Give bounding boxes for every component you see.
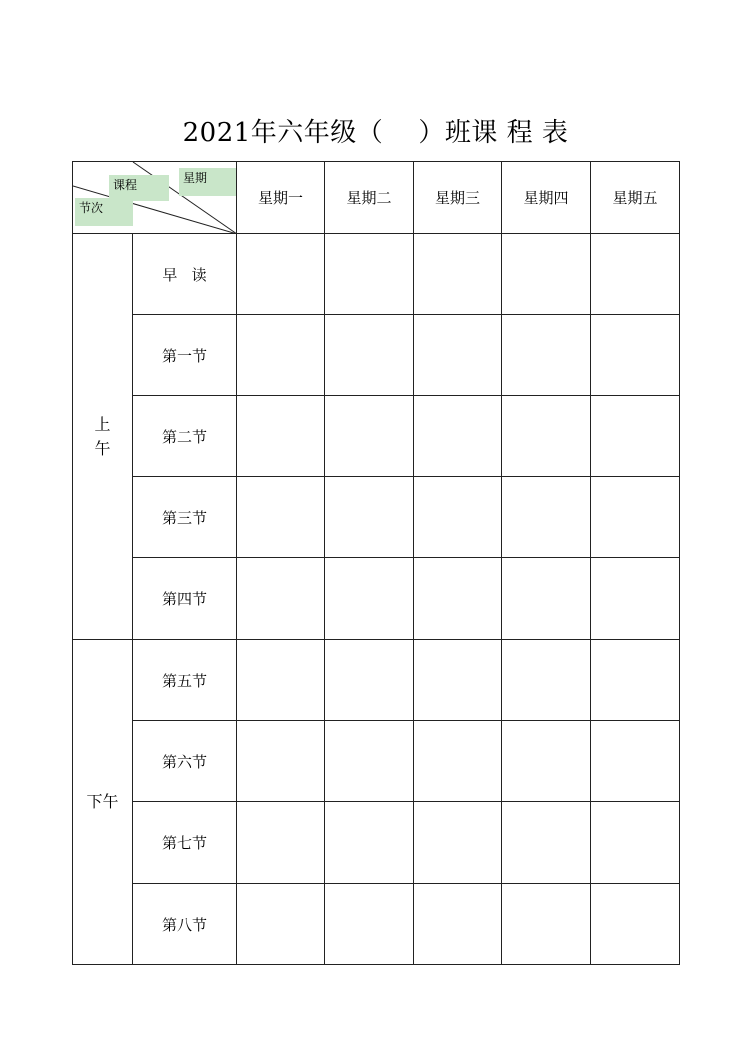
schedule-cell[interactable]	[591, 558, 680, 640]
schedule-cell[interactable]	[414, 884, 502, 965]
table-row	[73, 640, 680, 721]
corner-section-label: 节次	[75, 198, 133, 226]
schedule-cell[interactable]	[502, 884, 591, 965]
schedule-cell[interactable]	[237, 640, 325, 721]
schedule-cell[interactable]	[591, 802, 680, 884]
schedule-cell[interactable]	[237, 396, 325, 477]
schedule-cell[interactable]	[591, 315, 680, 396]
day-header: 星期一	[237, 162, 325, 234]
schedule-cell[interactable]	[502, 640, 591, 721]
table-row	[73, 802, 680, 884]
schedule-cell[interactable]	[414, 721, 502, 802]
morning-period-cell	[73, 234, 133, 640]
table-row	[73, 558, 680, 640]
table-row	[73, 315, 680, 396]
page-title: 2021年六年级（ ）班课 程 表	[182, 118, 569, 148]
corner-course-label: 课程	[109, 175, 169, 201]
schedule-cell[interactable]	[591, 884, 680, 965]
table-row	[73, 234, 680, 315]
schedule-cell[interactable]	[502, 477, 591, 558]
slot-label: 第一节	[133, 315, 237, 396]
schedule-cell[interactable]	[325, 640, 414, 721]
schedule-cell[interactable]	[414, 396, 502, 477]
day-header: 星期三	[414, 162, 502, 234]
slot-label: 第六节	[133, 721, 237, 802]
schedule-cell[interactable]	[325, 477, 414, 558]
slot-label: 早 读	[133, 234, 237, 315]
schedule-cell[interactable]	[502, 315, 591, 396]
morning-label: 上午	[94, 414, 111, 458]
schedule-cell[interactable]	[325, 234, 414, 315]
schedule-cell[interactable]	[502, 234, 591, 315]
schedule-cell[interactable]	[237, 477, 325, 558]
schedule-cell[interactable]	[414, 234, 502, 315]
schedule-cell[interactable]	[325, 396, 414, 477]
slot-label: 第八节	[133, 884, 237, 965]
slot-label: 第三节	[133, 477, 237, 558]
schedule-cell[interactable]	[325, 884, 414, 965]
schedule-cell[interactable]	[414, 315, 502, 396]
schedule-cell[interactable]	[502, 802, 591, 884]
table-row	[73, 396, 680, 477]
table-row	[73, 477, 680, 558]
schedule-cell[interactable]	[237, 315, 325, 396]
schedule-table	[72, 161, 680, 965]
slot-label: 第七节	[133, 802, 237, 884]
schedule-cell[interactable]	[237, 558, 325, 640]
schedule-cell[interactable]	[237, 234, 325, 315]
schedule-cell[interactable]	[502, 721, 591, 802]
schedule-cell[interactable]	[237, 884, 325, 965]
schedule-cell[interactable]	[414, 558, 502, 640]
slot-label: 第四节	[133, 558, 237, 640]
schedule-cell[interactable]	[237, 802, 325, 884]
day-header: 星期二	[325, 162, 414, 234]
schedule-cell[interactable]	[414, 802, 502, 884]
schedule-cell[interactable]	[325, 802, 414, 884]
table-row	[73, 884, 680, 965]
header-row	[73, 162, 680, 234]
table-row	[73, 721, 680, 802]
schedule-cell[interactable]	[591, 721, 680, 802]
schedule-cell[interactable]	[237, 721, 325, 802]
schedule-cell[interactable]	[325, 315, 414, 396]
slot-label: 第五节	[133, 640, 237, 721]
afternoon-label: 下午	[86, 792, 119, 811]
schedule-cell[interactable]	[591, 234, 680, 315]
corner-header-cell	[73, 162, 237, 234]
afternoon-period-cell	[73, 640, 133, 965]
schedule-cell[interactable]	[325, 558, 414, 640]
schedule-cell[interactable]	[591, 477, 680, 558]
schedule-cell[interactable]	[591, 640, 680, 721]
schedule-cell[interactable]	[502, 396, 591, 477]
day-header: 星期五	[591, 162, 680, 234]
day-header: 星期四	[502, 162, 591, 234]
schedule-cell[interactable]	[591, 396, 680, 477]
corner-weekday-label: 星期	[179, 168, 237, 196]
slot-label: 第二节	[133, 396, 237, 477]
schedule-cell[interactable]	[502, 558, 591, 640]
schedule-cell[interactable]	[414, 477, 502, 558]
schedule-cell[interactable]	[325, 721, 414, 802]
schedule-cell[interactable]	[414, 640, 502, 721]
